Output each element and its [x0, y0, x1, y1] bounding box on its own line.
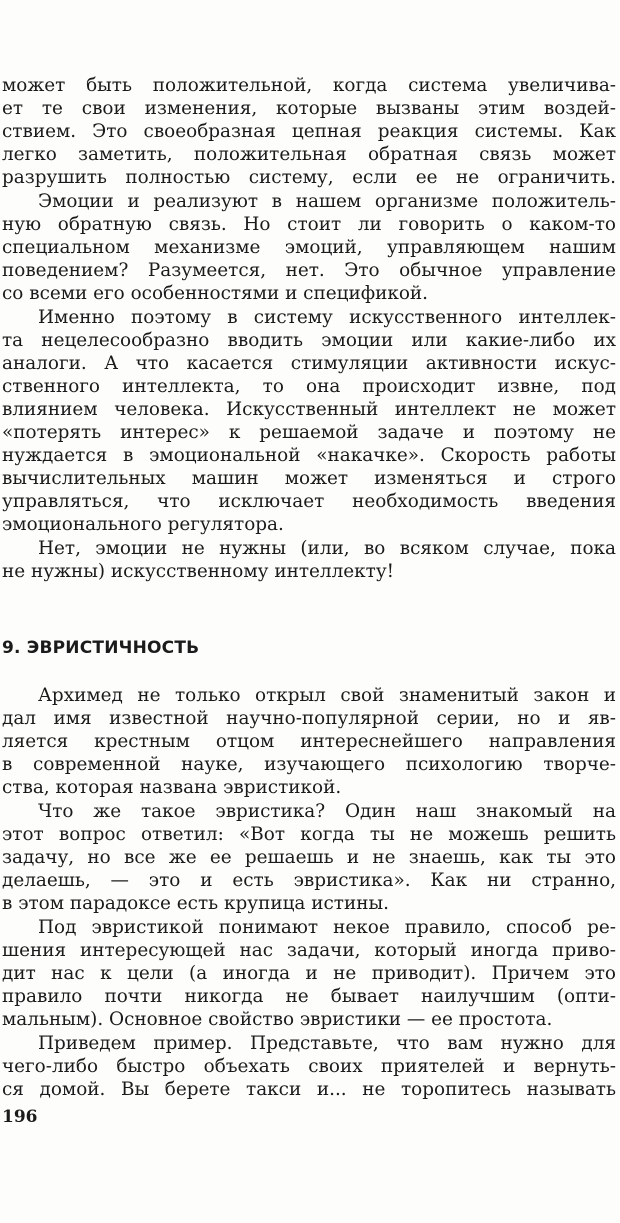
text-line: мальным). Основное свойство эвристики — ее простота. — [2, 1009, 553, 1030]
text-line: со всеми его особенностями и спецификой. — [2, 283, 429, 304]
text-line: Приведем пример. Представьте, что вам нужно для — [38, 1033, 616, 1054]
text-line: та нецелесообразно вводить эмоции или какие-либо их — [2, 330, 616, 351]
text-line: легко заметить, положительная обратная связь может — [2, 144, 616, 165]
text-line: аналоги. А что касается стимуляции активности искус- — [2, 353, 616, 374]
text-line: правило почти никогда не бывает наилучшим (опти- — [2, 986, 616, 1007]
text-line: может быть положительной, когда система увеличива- — [2, 75, 616, 96]
text-line: эмоционального регулятора. — [2, 514, 284, 535]
text-line: делаешь, — это и есть эвристика». Как ни странно, — [2, 870, 616, 891]
text-line: в современной науке, изучающего психологию творче- — [2, 754, 616, 775]
text-line: Под эвристикой понимают некое правило, способ ре- — [38, 917, 616, 938]
text-line: ствием. Это своеобразная цепная реакция системы. Как — [2, 121, 616, 142]
text-line: нуждается в эмоциональной «накачке». Скорость работы — [2, 445, 616, 466]
text-line: вычислительных машин может изменяться и строго — [2, 468, 616, 489]
section-heading: 9. ЭВРИСТИЧНОСТЬ — [2, 638, 200, 658]
text-line: Что же такое эвристика? Один наш знакомый на — [38, 801, 616, 822]
text-line: ства, которая названа эвристикой. — [2, 777, 342, 798]
text-line: «потерять интерес» к решаемой задаче и поэтому не — [2, 422, 616, 443]
text-line: Нет, эмоции не нужны (или, во всяком случае, пока — [38, 538, 616, 559]
text-line: этот вопрос ответил: «Вот когда ты не можешь решить — [2, 824, 616, 845]
text-line: шения интересующей нас задачи, который иногда приво- — [2, 940, 616, 961]
text-line: ет те свои изменения, которые вызваны этим воздей- — [2, 98, 616, 119]
text-line: ся домой. Вы берете такси и... не торопитесь называть — [2, 1079, 616, 1100]
text-line: ственного интеллекта, то она происходит извне, под — [2, 376, 616, 397]
text-line: чего-либо быстро объехать своих приятелей и вернуть- — [2, 1056, 616, 1077]
text-line: влиянием человека. Искусственный интеллект не может — [2, 399, 616, 420]
text-line: дит нас к цели (а иногда и не приводит). Причем это — [2, 963, 616, 984]
text-line: ляется крестным отцом интереснейшего направления — [2, 731, 616, 752]
text-line: не нужны) искусственному интеллекту! — [2, 561, 395, 582]
text-line: разрушить полностью систему, если ее не ограничить. — [2, 167, 616, 188]
text-line: в этом парадоксе есть крупица истины. — [2, 893, 389, 914]
text-line: ную обратную связь. Но стоит ли говорить о каком-то — [2, 214, 616, 235]
text-line: управляться, что исключает необходимость введения — [2, 491, 616, 512]
text-line: Эмоции и реализуют в нашем организме положитель- — [38, 191, 616, 212]
text-line: задачу, но все же ее решаешь и не знаешь, как ты это — [2, 847, 616, 868]
text-line: поведением? Разумеется, нет. Это обычное управление — [2, 260, 616, 281]
text-line: дал имя известной научно-популярной серии, но и яв- — [2, 708, 616, 729]
text-line: Именно поэтому в систему искусственного интеллек- — [38, 307, 616, 328]
text-line: Архимед не только открыл свой знаменитый закон и — [38, 685, 616, 706]
page-number: 196 — [2, 1107, 38, 1127]
text-line: специальном механизме эмоций, управляющем нашим — [2, 237, 616, 258]
